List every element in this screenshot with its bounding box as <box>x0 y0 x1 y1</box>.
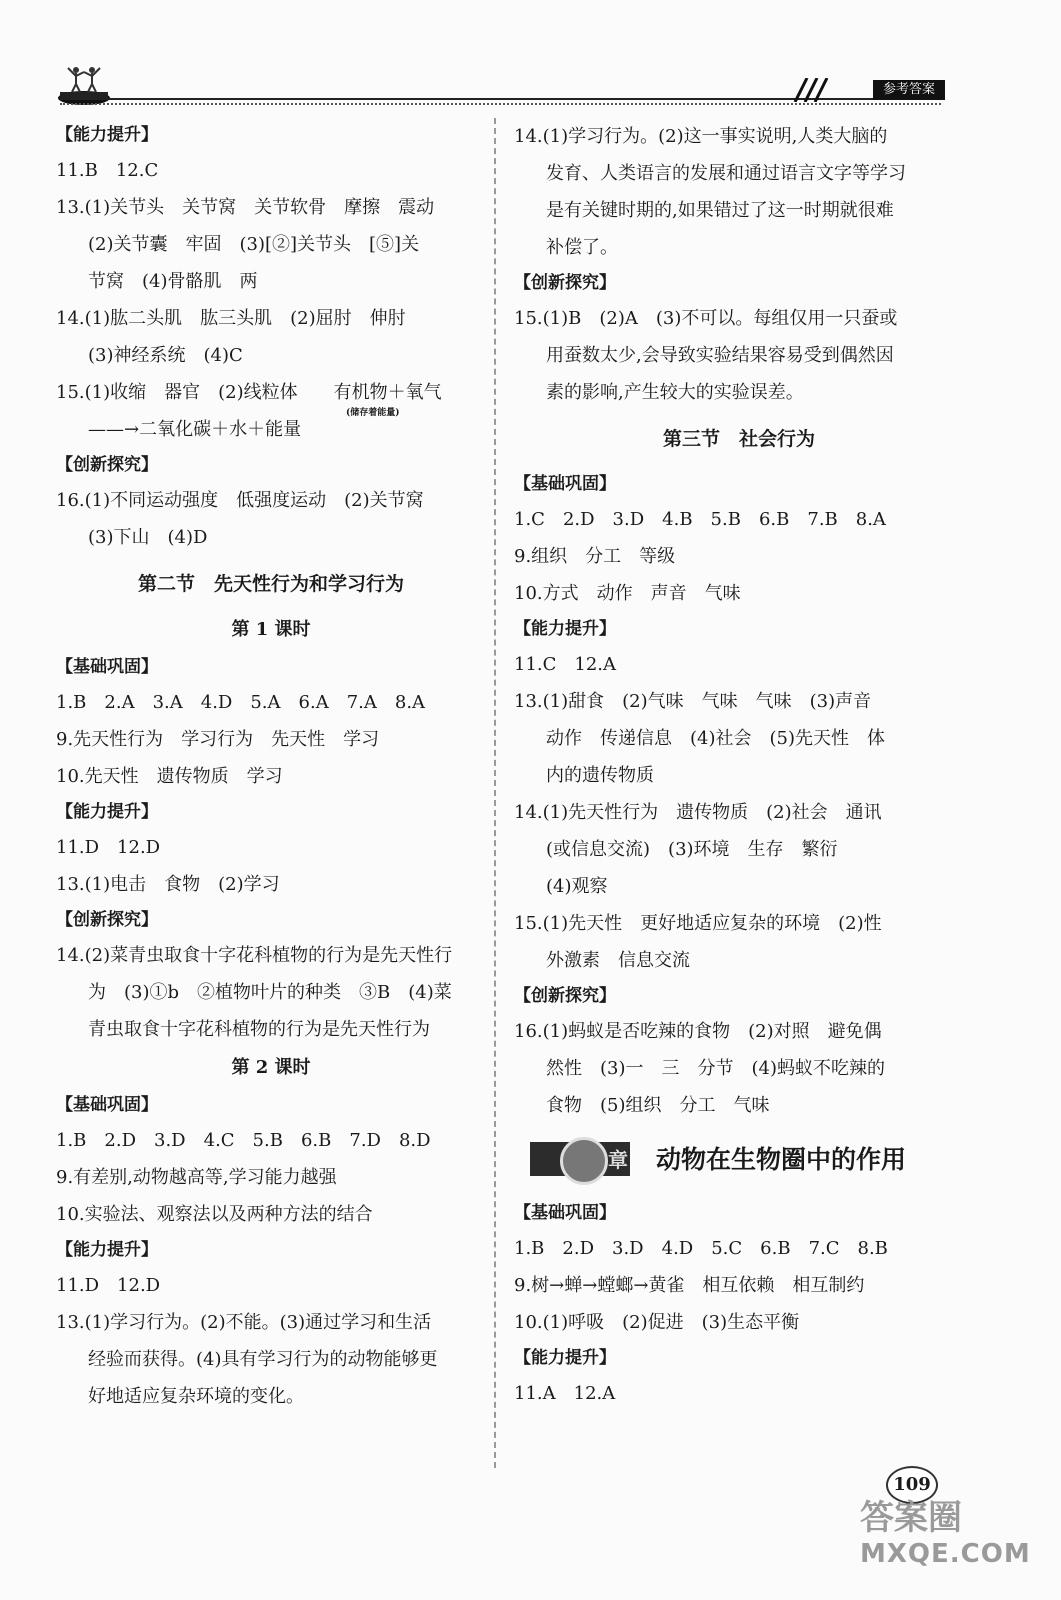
answer-line: 9.组织 分工 等级 <box>514 546 676 567</box>
answer-line-continued: (2)关节囊 牢固 (3)[②]关节头 [⑤]关 <box>88 234 420 255</box>
answer-line: 1.B 2.D 3.D 4.D 5.C 6.B 7.C 8.B <box>514 1238 888 1259</box>
chapter-title: 动物在生物圈中的作用 <box>656 1145 907 1174</box>
answer-text: 15.(1)收缩 器官 (2)线粒体 有机物＋氧气 <box>56 382 442 403</box>
watermark <box>860 1500 1031 1572</box>
section-label: 【创新探究】 <box>514 273 616 293</box>
section-label: 【基础巩固】 <box>514 1203 616 1223</box>
answer-line: 10.(1)呼吸 (2)促进 (3)生态平衡 <box>514 1312 800 1333</box>
section-label: 【能力提升】 <box>514 1348 616 1368</box>
section-label: 【基础巩固】 <box>56 1095 158 1115</box>
answer-line: 1.B 2.A 3.A 4.D 5.A 6.A 7.A 8.A <box>56 692 426 713</box>
answer-line: 9.树→蝉→螳螂→黄雀 相互依赖 相互制约 <box>514 1275 865 1296</box>
answer-line: 9.先天性行为 学习行为 先天性 学习 <box>56 729 380 750</box>
answer-line-continued: 青虫取食十字花科植物的行为是先天性行为 <box>88 1019 430 1040</box>
answer-line-continued: ——→二氧化碳＋水＋能量 <box>88 419 302 440</box>
answer-line: 15.(1)先天性 更好地适应复杂的环境 (2)性 <box>514 913 882 934</box>
answer-line: 13.(1)甜食 (2)气味 气味 气味 (3)声音 <box>514 691 872 712</box>
answer-line: 14.(1)先天性行为 遗传物质 (2)社会 通讯 <box>514 802 882 823</box>
watermark-line2: MXQE.COM <box>860 1539 1031 1569</box>
section-label: 【创新探究】 <box>56 910 158 930</box>
answer-line-continued: (3)神经系统 (4)C <box>88 345 243 366</box>
answer-line-continued: 外激素 信息交流 <box>546 950 690 971</box>
answer-line <box>56 374 486 418</box>
answer-line-continued: 是有关键时期的,如果错过了这一时期就很难 <box>546 200 894 221</box>
answer-line-continued: 节窝 (4)骨骼肌 两 <box>88 271 258 292</box>
answer-line-continued: 食物 (5)组织 分工 气味 <box>546 1095 770 1116</box>
answer-line-continued: (4)观察 <box>546 876 608 897</box>
answer-line: 11.C 12.A <box>514 654 617 675</box>
section-label: 【创新探究】 <box>514 986 616 1006</box>
column-divider <box>494 118 496 1468</box>
answer-line: 14.(2)菜青虫取食十字花科植物的行为是先天性行 <box>56 945 453 966</box>
answer-line: 11.D 12.D <box>56 837 161 858</box>
answer-line-continued: 好地适应复杂环境的变化。 <box>88 1386 304 1407</box>
answer-line-continued: 用蚕数太少,会导致实验结果容易受到偶然因 <box>546 345 894 366</box>
answer-line: 13.(1)电击 食物 (2)学习 <box>56 874 280 895</box>
answer-line-continued: 为 (3)①b ②植物叶片的种类 ③B (4)菜 <box>88 982 452 1003</box>
chapter-heading <box>530 1134 964 1186</box>
section-label: 【创新探究】 <box>56 455 158 475</box>
section-label: 【能力提升】 <box>56 125 158 145</box>
answer-line-continued: 内的遗传物质 <box>546 765 654 786</box>
answer-line: 1.B 2.D 3.D 4.C 5.B 6.B 7.D 8.D <box>56 1130 431 1151</box>
answer-line-continued: 经验而获得。(4)具有学习行为的动物能够更 <box>88 1349 438 1370</box>
chapter-label: 章 <box>608 1148 628 1172</box>
answer-line: 1.C 2.D 3.D 4.B 5.B 6.B 7.B 8.A <box>514 509 886 530</box>
answer-line: 15.(1)B (2)A (3)不可以。每组仅用一只蚕或 <box>514 308 898 329</box>
header-stripes-icon <box>793 78 833 102</box>
equation-note: (储存着能量) <box>346 408 400 418</box>
lesson-title: 第 1 课时 <box>231 619 311 640</box>
answer-line-continued: 然性 (3)一 三 分节 (4)蚂蚁不吃辣的 <box>546 1058 885 1079</box>
lesson-title: 第 2 课时 <box>231 1057 311 1078</box>
section-label: 【能力提升】 <box>56 1240 158 1260</box>
section-label: 【能力提升】 <box>56 802 158 822</box>
chapter-number-circle <box>560 1137 608 1185</box>
answer-line: 11.B 12.C <box>56 160 159 181</box>
right-column <box>514 118 964 1412</box>
answer-line-continued: (或信息交流) (3)环境 生存 繁衍 <box>546 839 838 860</box>
answer-line: 11.A 12.A <box>514 1383 616 1404</box>
answer-line-continued: 发育、人类语言的发展和通过语言文字等学习 <box>546 163 906 184</box>
section-label: 【基础巩固】 <box>514 474 616 494</box>
answer-line: 9.有差别,动物越高等,学习能力越强 <box>56 1167 337 1188</box>
answer-line: 13.(1)关节头 关节窝 关节软骨 摩擦 震动 <box>56 197 435 218</box>
section-title: 第二节 先天性行为和学习行为 <box>137 573 404 595</box>
answer-line: 16.(1)不同运动强度 低强度运动 (2)关节窝 <box>56 490 424 511</box>
answer-line-continued: (3)下山 (4)D <box>88 527 208 548</box>
answer-line: 16.(1)蚂蚁是否吃辣的食物 (2)对照 避免偶 <box>514 1021 882 1042</box>
answer-line-continued: 动作 传递信息 (4)社会 (5)先天性 体 <box>546 728 885 749</box>
watermark-line1: 答案圈 <box>860 1498 962 1538</box>
header-dotted-rule <box>60 103 941 105</box>
answer-line: 14.(1)肱二头肌 肱三头肌 (2)屈肘 伸肘 <box>56 308 406 329</box>
answer-line: 10.方式 动作 声音 气味 <box>514 583 741 604</box>
left-column <box>56 118 486 1415</box>
answer-line-continued: 素的影响,产生较大的实验误差。 <box>546 382 804 403</box>
answer-line: 13.(1)学习行为。(2)不能。(3)通过学习和生活 <box>56 1312 432 1333</box>
answer-line-continued: 补偿了。 <box>546 237 618 258</box>
answer-line: 11.D 12.D <box>56 1275 161 1296</box>
header-tag: 参考答案 <box>873 80 945 100</box>
answer-line: 14.(1)学习行为。(2)这一事实说明,人类大脑的 <box>514 126 888 147</box>
section-label: 【能力提升】 <box>514 619 616 639</box>
section-label: 【基础巩固】 <box>56 657 158 677</box>
answer-line: 10.先天性 遗传物质 学习 <box>56 766 283 787</box>
page-number: 109 <box>886 1466 938 1504</box>
answer-line: 10.实验法、观察法以及两种方法的结合 <box>56 1204 373 1225</box>
section-title: 第三节 社会行为 <box>662 428 815 450</box>
